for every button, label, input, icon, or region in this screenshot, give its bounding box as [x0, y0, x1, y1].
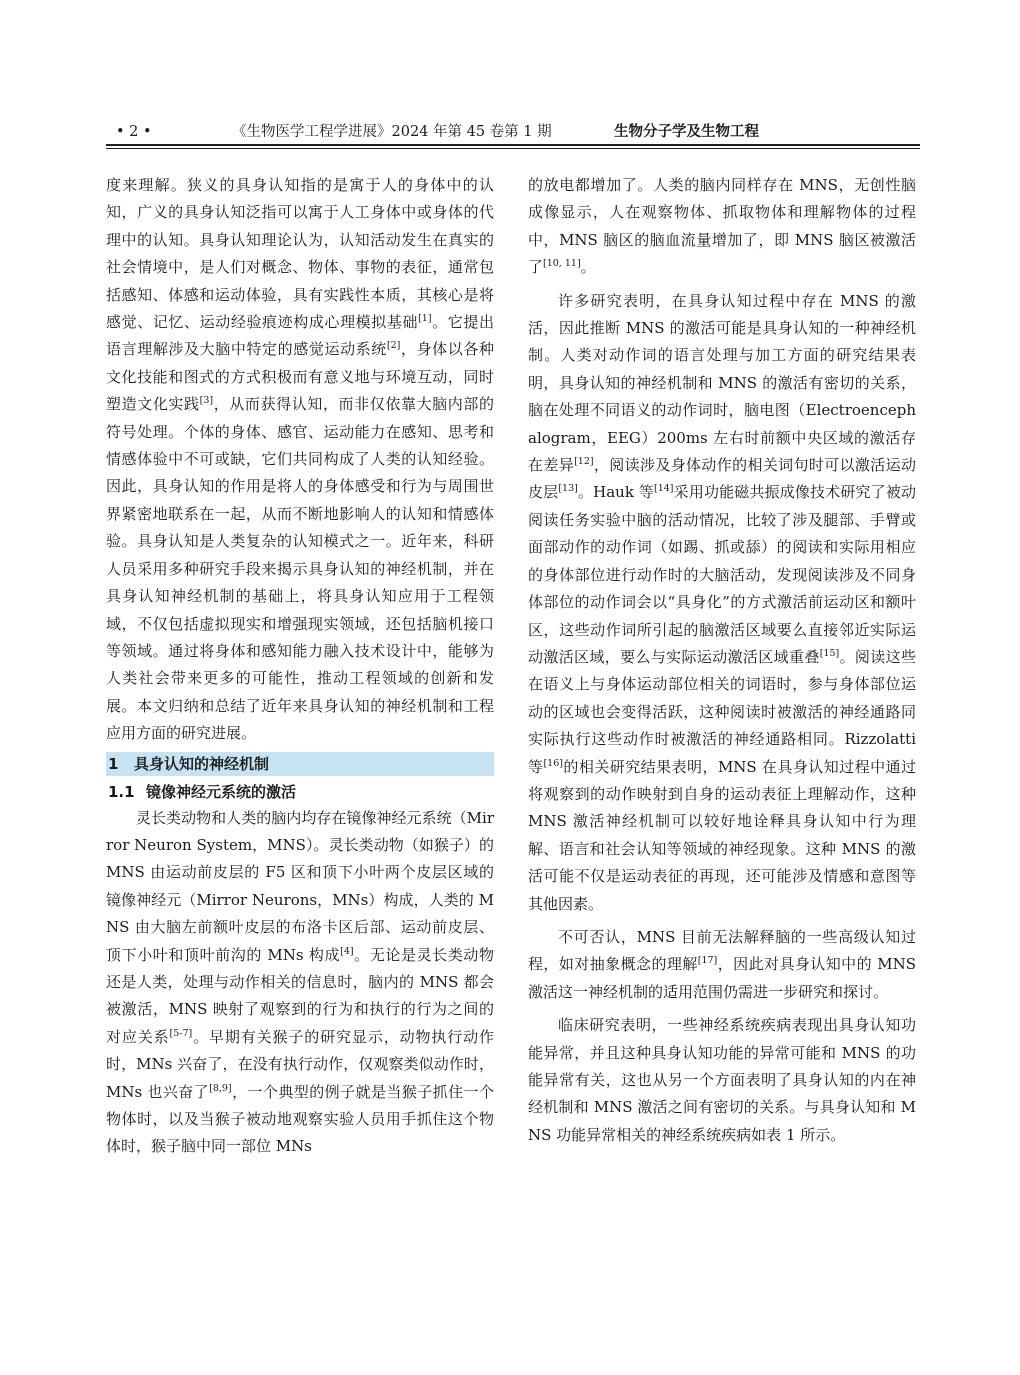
paragraph-text: 。Hauk 等 — [577, 483, 654, 502]
paragraph-text: 不可否认，MNS 目前无法解释脑的一些高级认知过程，如对抽象概念的理解 — [528, 927, 916, 974]
citation: [3] — [199, 395, 214, 407]
citation: [13] — [558, 483, 578, 495]
section-number: 1 — [108, 754, 119, 773]
section-title: 生物分子学及生物工程 — [614, 123, 759, 140]
right-column — [528, 172, 916, 1149]
citation: [10, 11] — [543, 258, 581, 270]
citation: [16] — [543, 757, 563, 769]
paragraph-text: 许多研究表明，在具身认知过程中存在 MNS 的激活，因此推断 MNS 的激活可能是具身认知的一种神经机制。人类对动作词的语言处理与加工方面的研究结果表明，具身认知的神经机制和 MNS 的激活有密切的关系，脑在处理不同语义的动作词时，脑电图（Electroencephalogram，EEG）200ms 左右时前额中央区域的激活存在差异 — [528, 291, 916, 475]
paragraph-text: 采用功能磁共振成像技术研究了被动阅读任务实验中脑的活动情况，比较了涉及腿部、手臂或面部动作的动作词（如踢、抓或舔）的阅读和实际用相应的身体部位进行动作时的大脑活动，发现阅读涉及不同身体部位的动作词会以“具身化”的方式激活前运动区和额叶区，这些动作词所引起的脑激活区域要么直接邻近实际运动激活区域，要么与实际运动激活区域重叠 — [528, 483, 916, 666]
paragraph — [528, 172, 916, 282]
paragraph-text: 。早期有关猴子的研究显示，动物执行动作时，MNs 兴奋了，在没有执行动作，仅观察类似动作时，MNs 也兴奋了 — [106, 1027, 494, 1101]
left-column — [106, 172, 494, 1161]
journal-title: 《生物医学工程学进展》2024 年第 45 卷第 1 期 — [232, 124, 552, 140]
paragraph-text: 的相关研究结果表明，MNS 在具身认知过程中通过将观察到的动作映射到自身的运动表征上理解动作，这种 MNS 激活神经机制可以较好地诠释具身认知中行为理解、语言和社会认知等领域的神经现象。这种 MNS 的激活可能不仅是运动表征的再现，还可能涉及情感和意图等其他因素。 — [528, 757, 916, 913]
paragraph — [106, 805, 494, 1161]
citation: [14] — [654, 483, 674, 495]
citation: [5-7] — [169, 1027, 193, 1039]
subsection-heading-text: 镜像神经元系统的激活 — [146, 782, 297, 801]
paragraph — [528, 924, 916, 1006]
subsection-number: 1.1 — [108, 782, 135, 801]
paragraph-text: 。 — [580, 258, 596, 277]
paragraph-text: ，身体以各种文化技能和图式的方式积极而有意义地与环境互动，同时塑造文化实践 — [106, 340, 494, 414]
paragraph-text: 临床研究表明，一些神经系统疾病表现出具身认知功能异常，并且这种具身认知功能的异常可能和 MNS 的功能异常有关，这也从另一个方面表明了具身认知的内在神经机制和 MNS 激活之间有密切的关系。与具身认知和 MNS 功能异常相关的神经系统疾病如表 1 所示。 — [528, 1016, 916, 1144]
citation: [12] — [574, 456, 594, 468]
citation: [4] — [340, 945, 354, 957]
citation: [17] — [697, 955, 718, 967]
paragraph-text: ，阅读涉及身体动作的相关词句时可以激活运动皮层 — [528, 456, 916, 502]
citation: [8,9] — [209, 1082, 232, 1094]
paragraph-text: 。无论是灵长类动物还是人类，处理与动作相关的信息时，脑内的 MNS 都会被激活，MNS 映射了观察到的行为和执行的行为之间的对应关系 — [106, 945, 494, 1046]
running-header — [106, 120, 920, 144]
paragraph — [106, 172, 494, 748]
citation: [15] — [819, 647, 840, 659]
paragraph-text: ，因此对具身认知中的 MNS 激活这一神经机制的适用范围仍需进一步研究和探讨。 — [528, 955, 916, 1001]
header-rule — [106, 144, 920, 146]
paragraph — [528, 1012, 916, 1149]
paragraph-text: 的放电都增加了。人类的脑内同样存在 MNS，无创性脑成像显示，人在观察物体、抓取物体和理解物体的过程中，MNS 脑区的脑血流量增加了，即 MNS 脑区被激活了 — [528, 176, 916, 277]
subsection-heading — [106, 779, 494, 805]
paragraph — [528, 288, 916, 918]
section-heading — [106, 752, 494, 776]
paragraph-text: ，一个典型的例子就是当猴子抓住一个物体时，以及当猴子被动地观察实验人员用手抓住这个物体时，猴子脑中同一部位 MNs — [106, 1082, 494, 1156]
paragraph-text: ，从而获得认知，而非仅依靠大脑内部的符号处理。个体的身体、感官、运动能力在感知、思考和情感体验中不可或缺，它们共同构成了人类的认知经验。因此，具身认知的作用是将人的身体感受和行为与周围世界紧密地联系在一起，从而不断地影响人的认知和情感体验。具身认知是人类复杂的认知模式之一。近年来，科研人员采用多种研究手段来揭示具身认知的神经机制，并在具身认知神经机制的基础上，将具身认知应用于工程领域，不仅包括虚拟现实和增强现实领域，还包括脑机接口等领域。通过将身体和感知能力融入技术设计中，能够为人类社会带来更多的可能性，推动工程领域的创新和发展。本文归纳和总结了近年来具身认知的神经机制和工程应用方面的研究进展。 — [106, 395, 494, 743]
citation: [2] — [386, 340, 401, 352]
page-number: • 2 • — [116, 124, 152, 140]
header-rule-thin — [106, 148, 920, 149]
section-heading-text: 具身认知的神经机制 — [134, 754, 270, 773]
paragraph-text: 度来理解。狭义的具身认知指的是寓于人的身体中的认知，广义的具身认知泛指可以寓于人工身体中或身体的代理中的认知。具身认知理论认为，认知活动发生在真实的社会情境中，是人们对概念、物体、事物的表征，通常包括感知、体感和运动体验，具有实践性本质，其核心是将感觉、记忆、运动经验痕迹构成心理模拟基础 — [106, 176, 494, 332]
paragraph-text: 。阅读这些在语义上与身体运动部位相关的词语时，参与身体部位运动的区域也会变得活跃，这种阅读时被激活的神经通路同实际执行这些动作时被激活的神经通路相同。Rizzolatti 等 — [528, 647, 916, 776]
paragraph-text: 灵长类动物和人类的脑内均存在镜像神经元系统（Mirror Neuron System，MNS）。灵长类动物（如猴子）的 MNS 由运动前皮层的 F5 区和顶下小叶两个皮层区域的镜像神经元（Mirror Neurons，MNs）构成，人类的 MNS 由大脑左前额叶皮层的布洛卡区后部、运动前皮层、顶下小叶和顶叶前沟的 MNs 构成 — [106, 808, 494, 964]
citation: [1] — [418, 313, 432, 325]
paragraph-text: 。它提出语言理解涉及大脑中特定的感觉运动系统 — [106, 313, 494, 359]
